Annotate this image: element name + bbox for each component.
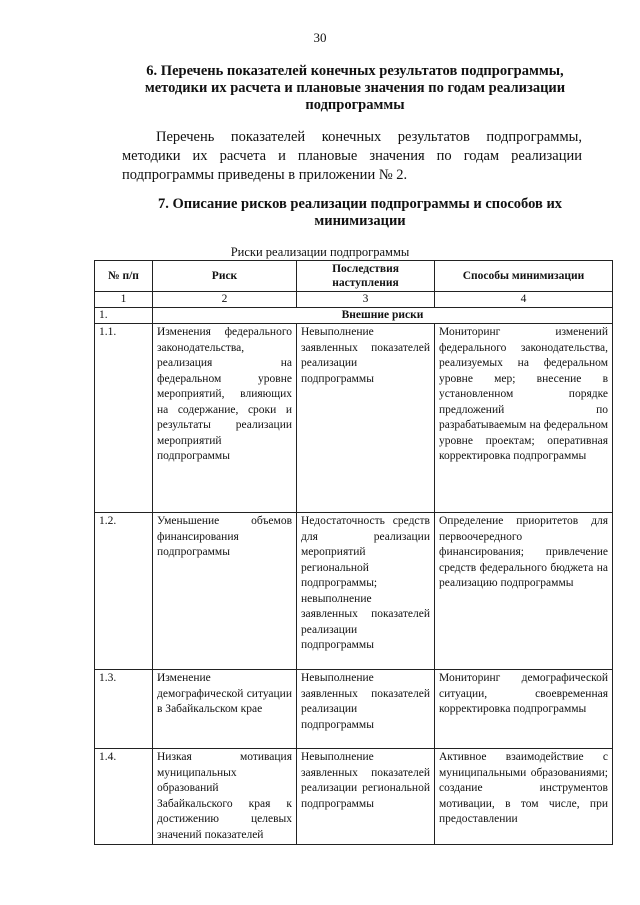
table-caption: Риски реализации подпрограммы	[230, 245, 410, 259]
section-row	[95, 308, 613, 324]
header-methods: Способы минимизации	[435, 261, 613, 292]
row-risk: Изменение демографической ситуации в Забайкальском крае	[153, 670, 297, 749]
column-number: 1	[95, 292, 153, 308]
row-num: 1.1.	[95, 324, 153, 513]
table-header-row	[95, 261, 613, 292]
table-row	[95, 513, 613, 670]
section-num: 1.	[95, 308, 153, 324]
table-row	[95, 670, 613, 749]
header-consequences: Последствия наступления	[297, 261, 435, 292]
section-7-heading: 7. Описание рисков реализации подпрограммы и способов их минимизации	[157, 196, 563, 229]
row-risk: Уменьшение объемов финансирования подпрограммы	[153, 513, 297, 670]
column-number-row	[95, 292, 613, 308]
row-methods: Активное взаимодействие с муниципальными образованиями; создание инструментов мотивации, в том числе, при предоставлении	[435, 749, 613, 845]
row-num: 1.3.	[95, 670, 153, 749]
row-consequences: Невыполнение заявленных показателей реализации региональной подпрограммы	[297, 749, 435, 845]
row-methods: Мониторинг изменений федерального законодательства, реализуемых на федеральном уровне мер; внесение в установленном порядке предложений по разрабатываемым на федеральном уровне проектам; оперативная корректировка подпрограммы	[435, 324, 613, 513]
column-number: 4	[435, 292, 613, 308]
header-risk: Риск	[153, 261, 297, 292]
section-6-heading: 6. Перечень показателей конечных результатов подпрограммы, методики их расчета и плановые значения по годам реализации подпрограммы	[144, 63, 566, 113]
section-6-paragraph: Перечень показателей конечных результатов подпрограммы, методики их расчета и плановые значения по годам реализации подпрограммы приведены в приложении № 2.	[122, 129, 582, 183]
row-consequences: Невыполнение заявленных показателей реализации подпрограммы	[297, 670, 435, 749]
row-num: 1.4.	[95, 749, 153, 845]
section-title: Внешние риски	[153, 308, 613, 324]
risks-table	[94, 260, 613, 845]
row-methods: Определение приоритетов для первоочередного финансирования; привлечение средств федерального бюджета на реализацию подпрограммы	[435, 513, 613, 670]
header-num: № п/п	[95, 261, 153, 292]
column-number: 3	[297, 292, 435, 308]
row-methods: Мониторинг демографической ситуации, своевременная корректировка подпрограммы	[435, 670, 613, 749]
page-number: 30	[313, 30, 327, 45]
row-consequences: Недостаточность средств для реализации мероприятий региональной подпрограммы; невыполнение заявленных показателей реализации подпрограммы	[297, 513, 435, 670]
table-row	[95, 324, 613, 513]
row-consequences: Невыполнение заявленных показателей реализации подпрограммы	[297, 324, 435, 513]
row-risk: Изменения федерального законодательства, реализация на федеральном уровне мероприятий, влияющих на содержание, сроки и результаты реализации мероприятий подпрограммы	[153, 324, 297, 513]
table-row	[95, 749, 613, 845]
row-num: 1.2.	[95, 513, 153, 670]
row-risk: Низкая мотивация муниципальных образований Забайкальского края к достижению целевых значений показателей	[153, 749, 297, 845]
column-number: 2	[153, 292, 297, 308]
